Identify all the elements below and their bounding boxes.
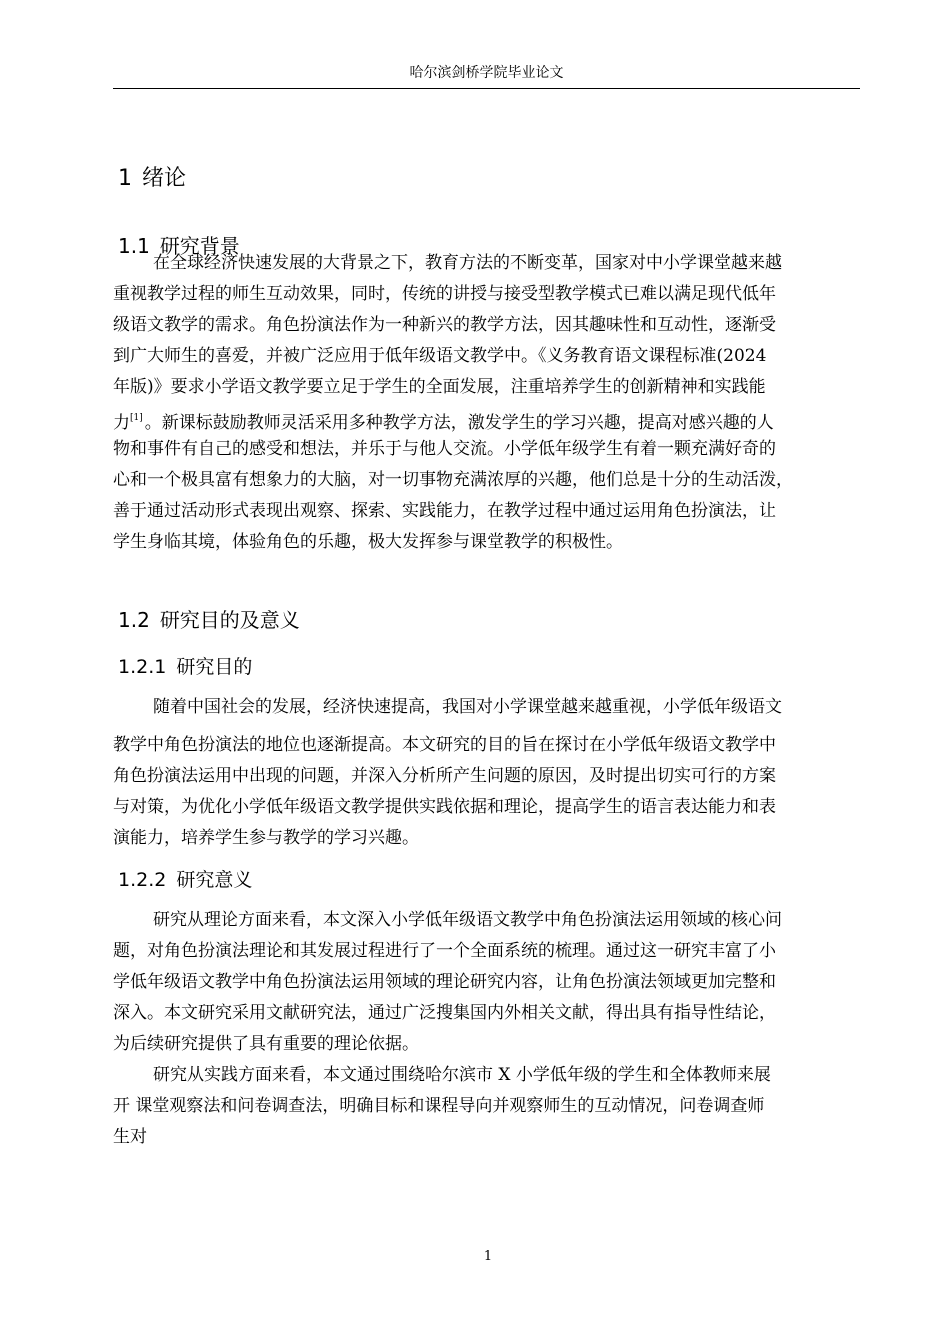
text-line: 深入。本文研究采用文献研究法，通过广泛搜集国内外相关文献，得出具有指导性结论，: [113, 1003, 776, 1023]
subsection-heading-1-2-1: [118, 654, 252, 680]
section-number: 1.1: [118, 234, 150, 258]
text-line: 生对: [113, 1127, 147, 1147]
text-line-with-citation: [113, 403, 865, 434]
text-line: 年版)》要求小学语文教学要立足于学生的全面发展，注重培养学生的创新精神和实践能: [113, 377, 766, 397]
text-line: 在全球经济快速发展的大背景之下，教育方法的不断变革，国家对中小学课堂越来越: [153, 253, 782, 273]
text-line: 物和事件有自己的感受和想法，并乐于与他人交流。小学低年级学生有着一颗充满好奇的: [113, 439, 776, 459]
paragraph-significance-theory: [113, 905, 865, 1060]
text-line: 善于通过活动形式表现出观察、探索、实践能力，在教学过程中通过运用角色扮演法，让: [113, 501, 776, 521]
text-run: 。新课标鼓励教师灵活采用多种教学方法，激发学生的学习兴趣，提高对感兴趣的人: [144, 413, 774, 433]
section-number: 1.2: [118, 608, 150, 632]
subsection-number: 1.2.1: [118, 656, 167, 678]
subsection-heading-1-2-2: [118, 867, 252, 893]
text-line: 开 课堂观察法和问卷调查法，明确目标和课程导向并观察师生的互动情况，问卷调查师: [113, 1096, 765, 1116]
text-line: 教学中角色扮演法的地位也逐渐提高。本文研究的目的旨在探讨在小学低年级语文教学中: [113, 735, 776, 755]
text-line: 学生身临其境，体验角色的乐趣，极大发挥参与课堂教学的积极性。: [113, 532, 623, 552]
running-header: 哈尔滨剑桥学院毕业论文: [409, 65, 564, 81]
text-line: 演能力，培养学生参与教学的学习兴趣。: [113, 828, 419, 848]
text-line: 研究从实践方面来看，本文通过围绕哈尔滨市 X 小学低年级的学生和全体教师来展: [153, 1065, 771, 1085]
text-line: 研究从理论方面来看，本文深入小学低年级语文教学中角色扮演法运用领域的核心问: [153, 910, 782, 930]
text-line: 重视教学过程的师生互动效果，同时，传统的讲授与接受型教学模式已难以满足现代低年: [113, 284, 776, 304]
chapter-heading: [118, 164, 186, 194]
header-rule: [113, 88, 860, 89]
text-line: 学低年级语文教学中角色扮演法运用领域的理论研究内容，让角色扮演法领域更加完整和: [113, 972, 776, 992]
paragraph-significance-practice: [113, 1060, 865, 1153]
section-title: 研究目的及意义: [159, 608, 300, 632]
section-heading-1-2: [118, 606, 300, 634]
text-line: 为后续研究提供了具有重要的理论依据。: [113, 1034, 419, 1054]
paragraph-research-background: [113, 248, 865, 558]
text-line: 角色扮演法运用中出现的问题，并深入分析所产生问题的原因，及时提出切实可行的方案: [113, 766, 776, 786]
section-title: 研究背景: [159, 234, 240, 258]
text-line: 级语文教学的需求。角色扮演法作为一种新兴的教学方法，因其趣味性和互动性，逐渐受: [113, 315, 776, 335]
paragraph-research-purpose: [113, 692, 865, 854]
subsection-title: 研究目的: [176, 656, 253, 678]
chapter-title: 绪论: [142, 166, 187, 191]
citation-ref: [1]: [130, 413, 143, 423]
text-line: 随着中国社会的发展，经济快速提高，我国对小学课堂越来越重视，小学低年级语文: [153, 697, 782, 717]
text-line: 与对策，为优化小学低年级语文教学提供实践依据和理论，提高学生的语言表达能力和表: [113, 797, 776, 817]
text-line: 心和一个极具富有想象力的大脑，对一切事物充满浓厚的兴趣，他们总是十分的生动活泼，: [113, 470, 793, 490]
chapter-number: 1: [118, 166, 132, 191]
subsection-number: 1.2.2: [118, 869, 167, 891]
page-number: 1: [483, 1249, 493, 1264]
text-run: 力: [113, 413, 130, 433]
text-line: 到广大师生的喜爱，并被广泛应用于低年级语文教学中。《义务教育语文课程标准(2024: [113, 346, 767, 366]
text-line: 题，对角色扮演法理论和其发展过程进行了一个全面系统的梳理。通过这一研究丰富了小: [113, 941, 776, 961]
subsection-title: 研究意义: [176, 869, 253, 891]
